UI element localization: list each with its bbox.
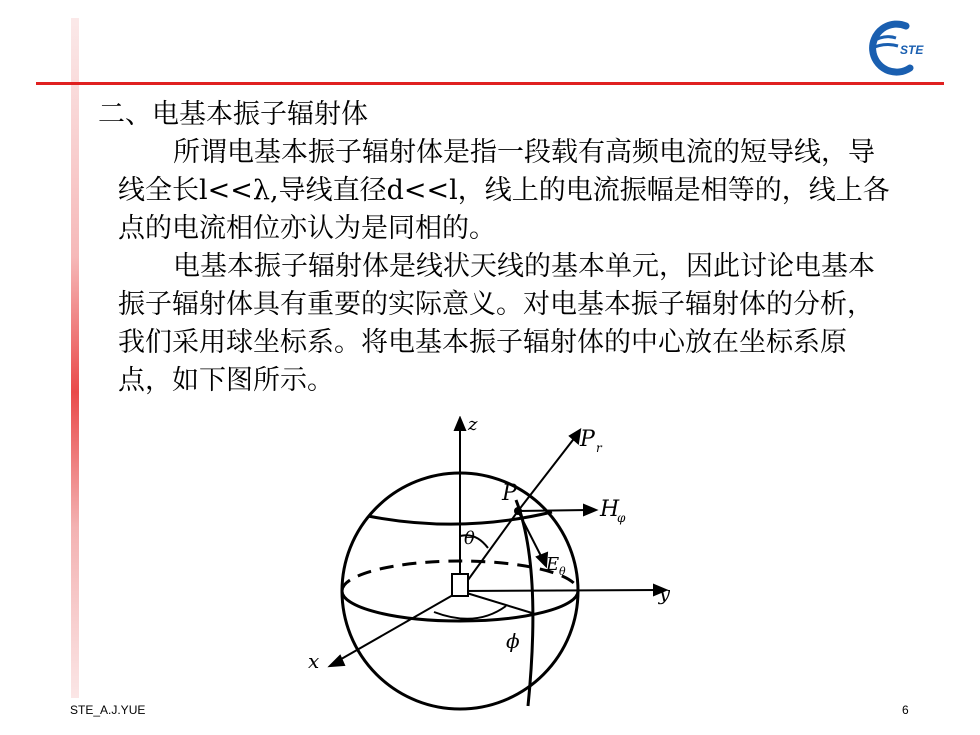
- page-number: 6: [902, 703, 909, 717]
- paragraph-definition: 所谓电基本振子辐射体是指一段载有高频电流的短导线，导线全长l<<λ,导线直径d<<l，线上的电流振幅是相等的，线上各点的电流相位亦认为是同相的。: [118, 137, 890, 244]
- label-y: y: [658, 581, 670, 605]
- label-h: H: [600, 497, 620, 522]
- left-accent-bar: [71, 18, 79, 698]
- point-p: [514, 507, 522, 515]
- ste-logo: [862, 16, 926, 80]
- meridian: [516, 500, 533, 706]
- spherical-coordinate-diagram: [306, 416, 670, 722]
- z-arrow: [455, 418, 465, 430]
- label-z: z: [468, 416, 478, 435]
- label-phi: ϕ: [506, 629, 520, 653]
- logo-text: STE: [900, 43, 924, 57]
- label-h-sub: φ: [617, 511, 626, 525]
- paragraph-coordinate-system: 电基本振子辐射体是线状天线的基本单元，因此讨论电基本振子辐射体具有重要的实际意义。对电基本振子辐射体的分析，我们采用球坐标系。将电基本振子辐射体的中心放在坐标系原点，如下图所示。: [118, 251, 875, 396]
- pr-vector: [518, 436, 576, 511]
- label-p: P: [502, 481, 517, 506]
- label-e-sub: θ: [559, 565, 566, 578]
- slide-body: [98, 96, 898, 400]
- label-theta: θ: [464, 528, 475, 549]
- label-pr-sub: r: [596, 441, 602, 455]
- label-e: E: [546, 554, 560, 575]
- y-axis: [460, 590, 660, 591]
- header-rule: [36, 82, 944, 85]
- phi-arc: [434, 606, 506, 619]
- label-x: x: [308, 649, 320, 673]
- dipole-element: [452, 574, 468, 596]
- h-vector: [518, 510, 588, 511]
- section-heading: 二、电基本振子辐射体: [98, 99, 368, 130]
- label-pr: P: [580, 427, 595, 452]
- footer-author: STE_A.J.YUE: [70, 703, 146, 717]
- projection-line: [460, 591, 532, 613]
- x-axis: [336, 591, 460, 662]
